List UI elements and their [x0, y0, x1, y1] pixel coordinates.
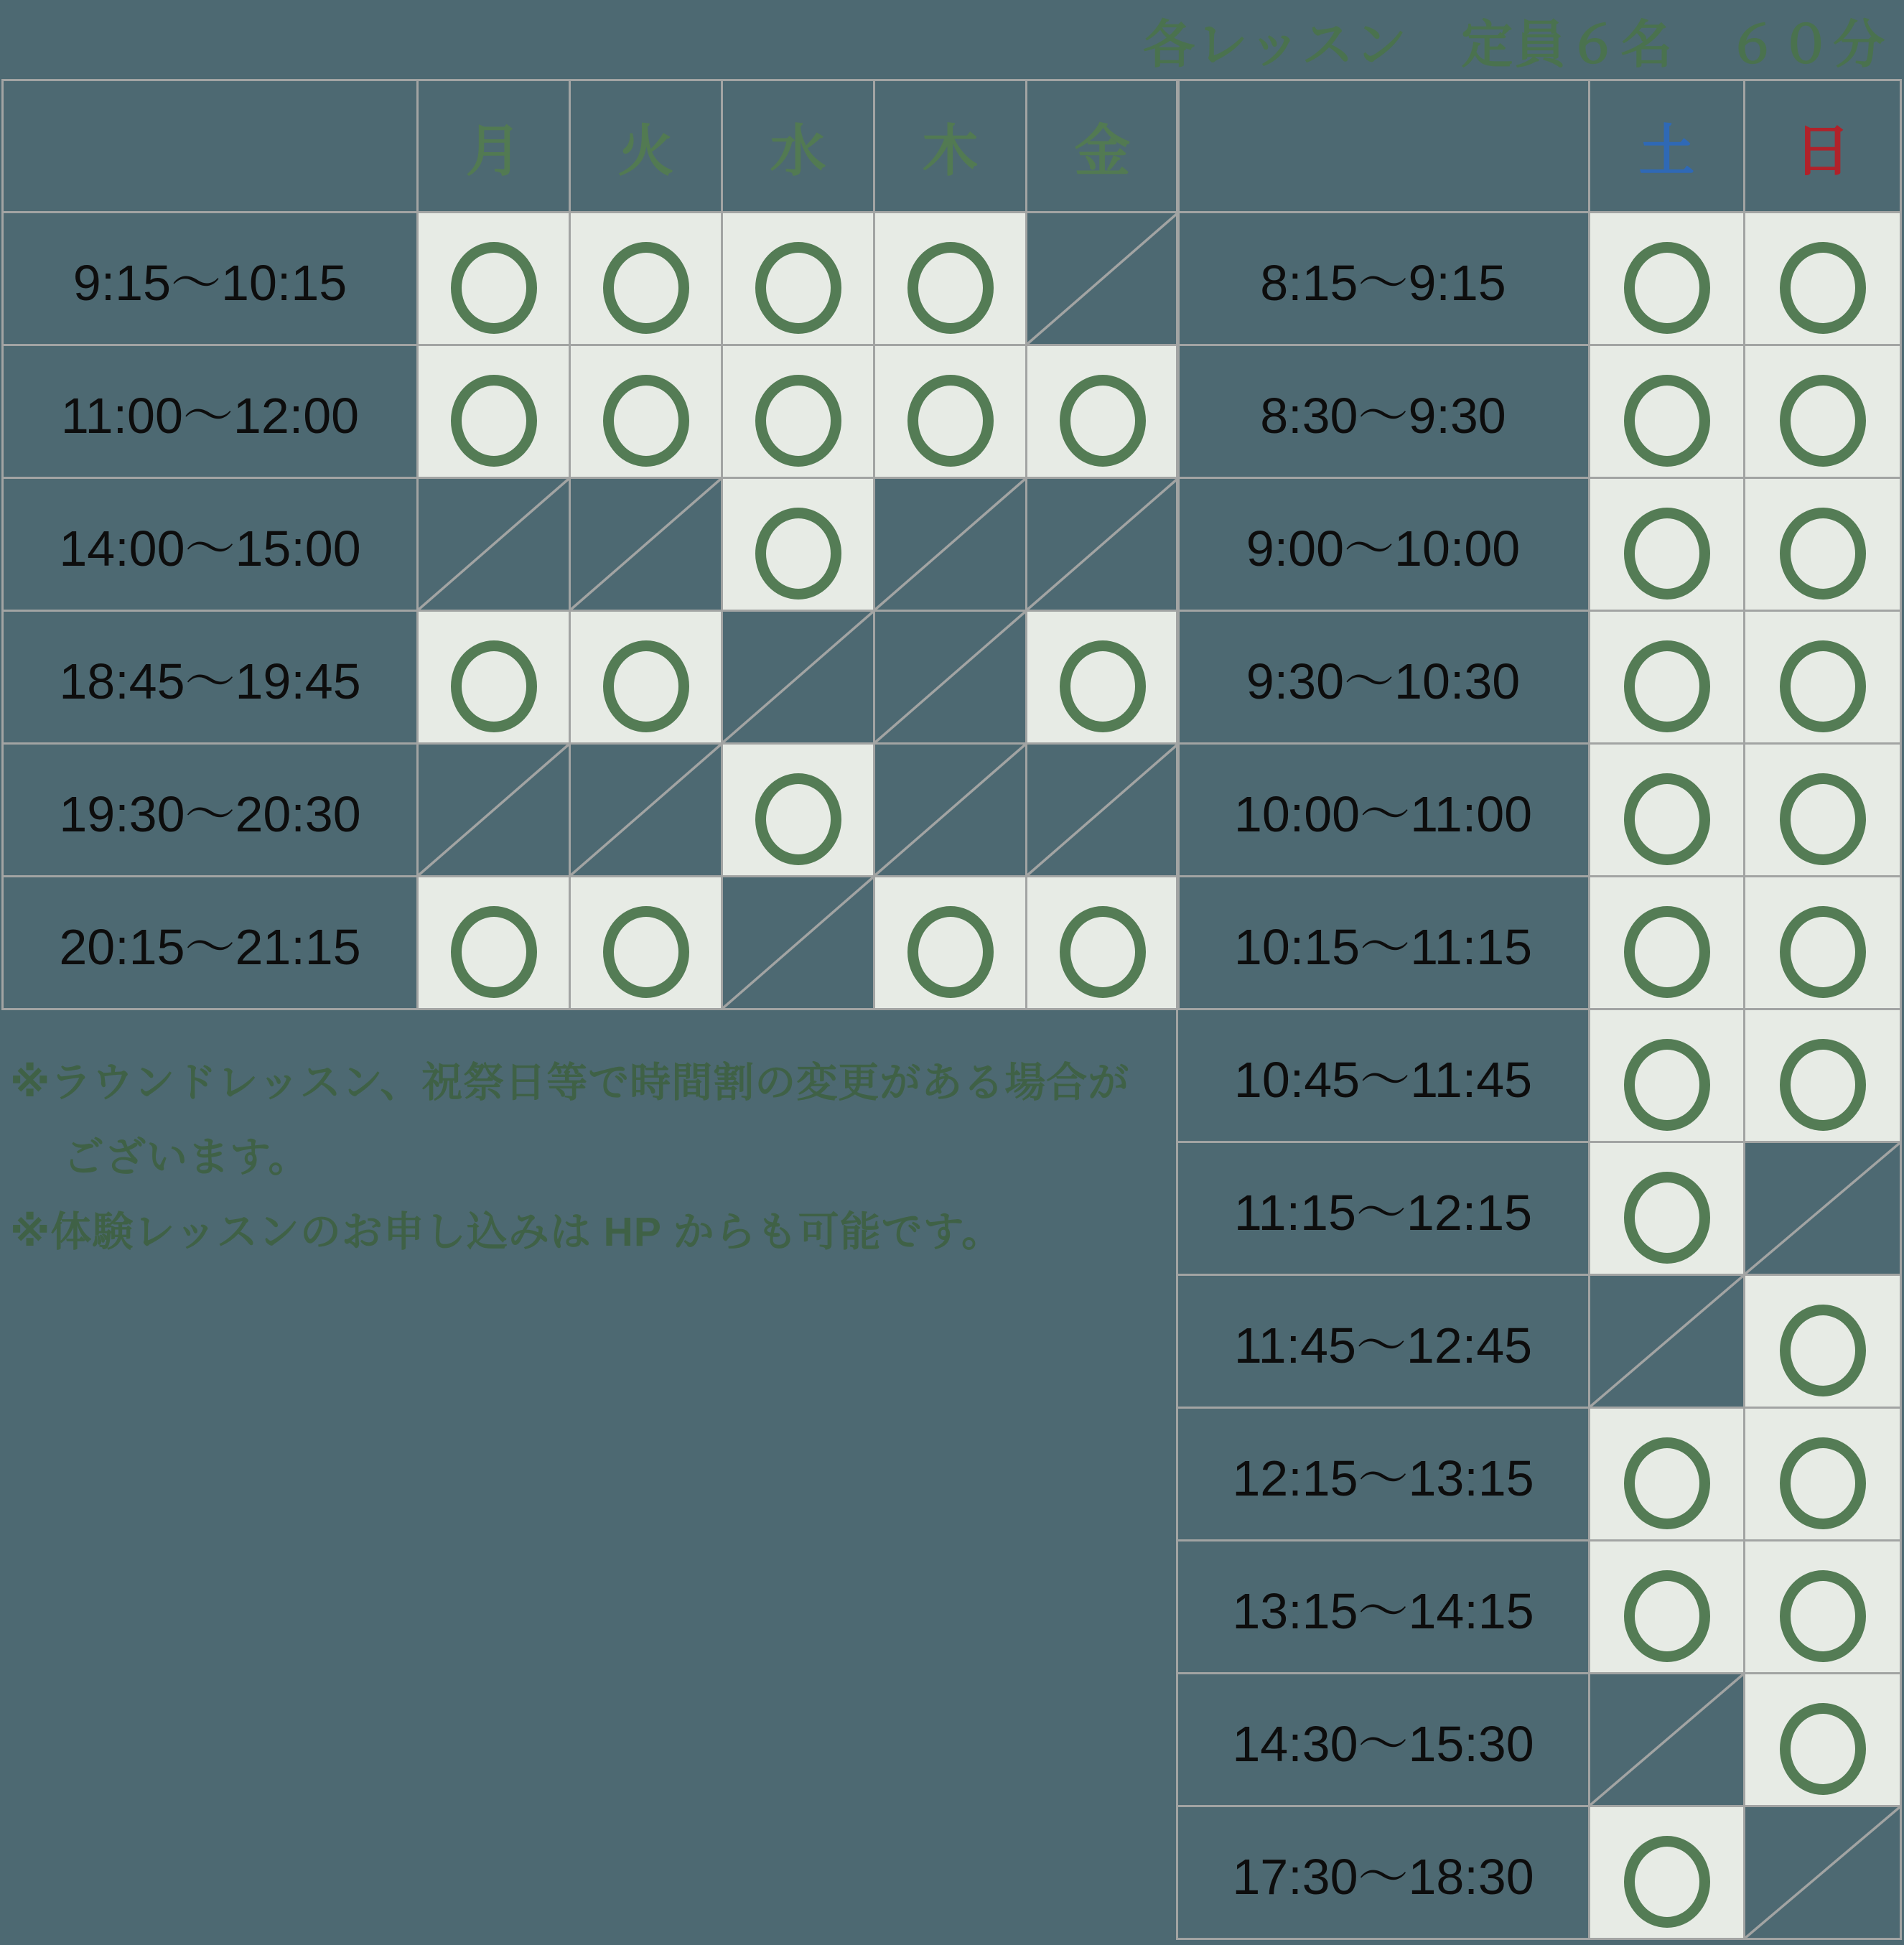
slash-icon [723, 877, 873, 1008]
time-cell: 14:00〜15:00 [3, 478, 418, 611]
table-row [1177, 744, 1901, 877]
unavailable-cell [570, 478, 722, 611]
table-row [3, 345, 1179, 478]
available-cell [1027, 611, 1179, 744]
available-cell [1590, 345, 1745, 478]
available-cell [1745, 611, 1901, 744]
header-monday: 月 [418, 80, 570, 213]
table-row [1177, 877, 1901, 1009]
available-cell [1745, 478, 1901, 611]
circle-mark-icon [1780, 375, 1866, 467]
circle-mark-icon [1060, 640, 1146, 732]
circle-mark-icon [451, 906, 537, 998]
slash-icon [1590, 1276, 1743, 1407]
circle-mark-icon [603, 640, 689, 732]
circle-mark-icon [1624, 508, 1710, 600]
time-cell: 20:15〜21:15 [3, 877, 418, 1009]
unavailable-cell [1027, 478, 1179, 611]
weekday-schedule-table [1, 79, 1180, 1010]
table-row [1177, 1275, 1901, 1408]
header-friday: 金 [1027, 80, 1179, 213]
table-row [1177, 345, 1901, 478]
circle-mark-icon [755, 375, 841, 467]
unavailable-cell [1745, 1142, 1901, 1275]
unavailable-cell [1590, 1275, 1745, 1408]
circle-mark-icon [1780, 1039, 1866, 1131]
available-cell [1745, 1009, 1901, 1142]
time-cell: 14:30〜15:30 [1177, 1674, 1590, 1806]
available-cell [1745, 1408, 1901, 1541]
header-sunday: 日 [1745, 80, 1901, 213]
available-cell [570, 345, 722, 478]
slash-icon [1590, 1674, 1743, 1805]
slash-icon [419, 479, 569, 610]
unavailable-cell [570, 744, 722, 877]
circle-mark-icon [755, 242, 841, 334]
slash-icon [1027, 213, 1177, 344]
available-cell [1590, 213, 1745, 345]
time-cell: 13:15〜14:15 [1177, 1541, 1590, 1674]
time-cell: 12:15〜13:15 [1177, 1408, 1590, 1541]
circle-mark-icon [1780, 906, 1866, 998]
unavailable-cell [1745, 1806, 1901, 1939]
slash-icon [419, 745, 569, 875]
slash-icon [1745, 1807, 1900, 1938]
time-cell: 17:30〜18:30 [1177, 1806, 1590, 1939]
time-cell: 11:45〜12:45 [1177, 1275, 1590, 1408]
unavailable-cell [874, 611, 1027, 744]
unavailable-cell [1027, 744, 1179, 877]
available-cell [1590, 478, 1745, 611]
table-row [3, 213, 1179, 345]
unavailable-cell [874, 478, 1027, 611]
circle-mark-icon [1624, 1437, 1710, 1529]
circle-mark-icon [1780, 1703, 1866, 1795]
circle-mark-icon [451, 242, 537, 334]
header-thursday: 木 [874, 80, 1027, 213]
unavailable-cell [418, 478, 570, 611]
available-cell [874, 213, 1027, 345]
table-row [3, 744, 1179, 877]
circle-mark-icon [755, 773, 841, 865]
available-cell [722, 213, 874, 345]
table-row [1177, 1142, 1901, 1275]
slash-icon [1027, 745, 1177, 875]
slash-icon [875, 745, 1025, 875]
circle-mark-icon [1780, 1570, 1866, 1662]
corner-cell [3, 80, 418, 213]
available-cell [1745, 345, 1901, 478]
time-cell: 8:15〜9:15 [1177, 213, 1590, 345]
circle-mark-icon [1624, 1039, 1710, 1131]
circle-mark-icon [1060, 375, 1146, 467]
header-wednesday: 水 [722, 80, 874, 213]
available-cell [1745, 1541, 1901, 1674]
circle-mark-icon [1780, 508, 1866, 600]
table-row [1177, 1408, 1901, 1541]
weekend-header-row [1177, 80, 1901, 213]
circle-mark-icon [1780, 242, 1866, 334]
table-row [1177, 1009, 1901, 1142]
slash-icon [875, 612, 1025, 742]
table-row [1177, 1541, 1901, 1674]
circle-mark-icon [907, 242, 994, 334]
available-cell [1590, 611, 1745, 744]
circle-mark-icon [603, 242, 689, 334]
time-cell: 8:30〜9:30 [1177, 345, 1590, 478]
circle-mark-icon [1060, 906, 1146, 998]
circle-mark-icon [603, 906, 689, 998]
circle-mark-icon [451, 640, 537, 732]
available-cell [1590, 1806, 1745, 1939]
circle-mark-icon [1624, 1570, 1710, 1662]
available-cell [1745, 744, 1901, 877]
available-cell [722, 478, 874, 611]
table-row [1177, 1806, 1901, 1939]
unavailable-cell [722, 877, 874, 1009]
table-row [3, 478, 1179, 611]
time-cell: 9:15〜10:15 [3, 213, 418, 345]
available-cell [418, 611, 570, 744]
page-title: 各レッスン 定員６名 ６０分 [1143, 17, 1887, 74]
slash-icon [571, 479, 721, 610]
table-row [1177, 478, 1901, 611]
available-cell [1745, 1674, 1901, 1806]
available-cell [1590, 1142, 1745, 1275]
time-cell: 10:15〜11:15 [1177, 877, 1590, 1009]
available-cell [874, 877, 1027, 1009]
available-cell [722, 744, 874, 877]
available-cell [874, 345, 1027, 478]
circle-mark-icon [1624, 375, 1710, 467]
note-schedule-change-line1: ※ラウンドレッスン、祝祭日等で時間割の変更がある場合が [10, 1060, 1130, 1106]
available-cell [418, 213, 570, 345]
time-cell: 11:00〜12:00 [3, 345, 418, 478]
corner-cell [1177, 80, 1590, 213]
unavailable-cell [418, 744, 570, 877]
available-cell [1590, 744, 1745, 877]
table-row [3, 611, 1179, 744]
circle-mark-icon [1624, 773, 1710, 865]
circle-mark-icon [1624, 640, 1710, 732]
note-schedule-change-line2: ございます。 [63, 1134, 310, 1180]
available-cell [722, 345, 874, 478]
weekday-header-row [3, 80, 1179, 213]
circle-mark-icon [907, 906, 994, 998]
available-cell [1027, 877, 1179, 1009]
available-cell [570, 877, 722, 1009]
available-cell [1027, 345, 1179, 478]
available-cell [1590, 1009, 1745, 1142]
circle-mark-icon [1780, 640, 1866, 732]
header-tuesday: 火 [570, 80, 722, 213]
circle-mark-icon [755, 508, 841, 600]
circle-mark-icon [1780, 1305, 1866, 1396]
time-cell: 9:30〜10:30 [1177, 611, 1590, 744]
circle-mark-icon [1624, 1836, 1710, 1928]
circle-mark-icon [1624, 242, 1710, 334]
available-cell [1745, 213, 1901, 345]
circle-mark-icon [1624, 906, 1710, 998]
unavailable-cell [1590, 1674, 1745, 1806]
circle-mark-icon [1780, 773, 1866, 865]
time-cell: 9:00〜10:00 [1177, 478, 1590, 611]
table-row [1177, 213, 1901, 345]
header-saturday: 土 [1590, 80, 1745, 213]
available-cell [1590, 877, 1745, 1009]
circle-mark-icon [907, 375, 994, 467]
circle-mark-icon [603, 375, 689, 467]
table-row [1177, 1674, 1901, 1806]
weekend-schedule-table [1176, 79, 1902, 1940]
circle-mark-icon [1624, 1172, 1710, 1264]
slash-icon [1027, 479, 1177, 610]
time-cell: 18:45〜19:45 [3, 611, 418, 744]
available-cell [1590, 1408, 1745, 1541]
slash-icon [875, 479, 1025, 610]
slash-icon [571, 745, 721, 875]
available-cell [1745, 1275, 1901, 1408]
table-row [1177, 611, 1901, 744]
time-cell: 10:00〜11:00 [1177, 744, 1590, 877]
available-cell [1745, 877, 1901, 1009]
table-row [3, 877, 1179, 1009]
available-cell [570, 213, 722, 345]
unavailable-cell [874, 744, 1027, 877]
time-cell: 11:15〜12:15 [1177, 1142, 1590, 1275]
circle-mark-icon [1780, 1437, 1866, 1529]
circle-mark-icon [451, 375, 537, 467]
slash-icon [1745, 1143, 1900, 1274]
note-trial-lesson: ※体験レッスンのお申し込みは HP からも可能です。 [10, 1209, 1004, 1255]
time-cell: 10:45〜11:45 [1177, 1009, 1590, 1142]
available-cell [418, 345, 570, 478]
unavailable-cell [722, 611, 874, 744]
time-cell: 19:30〜20:30 [3, 744, 418, 877]
unavailable-cell [1027, 213, 1179, 345]
slash-icon [723, 612, 873, 742]
available-cell [570, 611, 722, 744]
available-cell [418, 877, 570, 1009]
available-cell [1590, 1541, 1745, 1674]
